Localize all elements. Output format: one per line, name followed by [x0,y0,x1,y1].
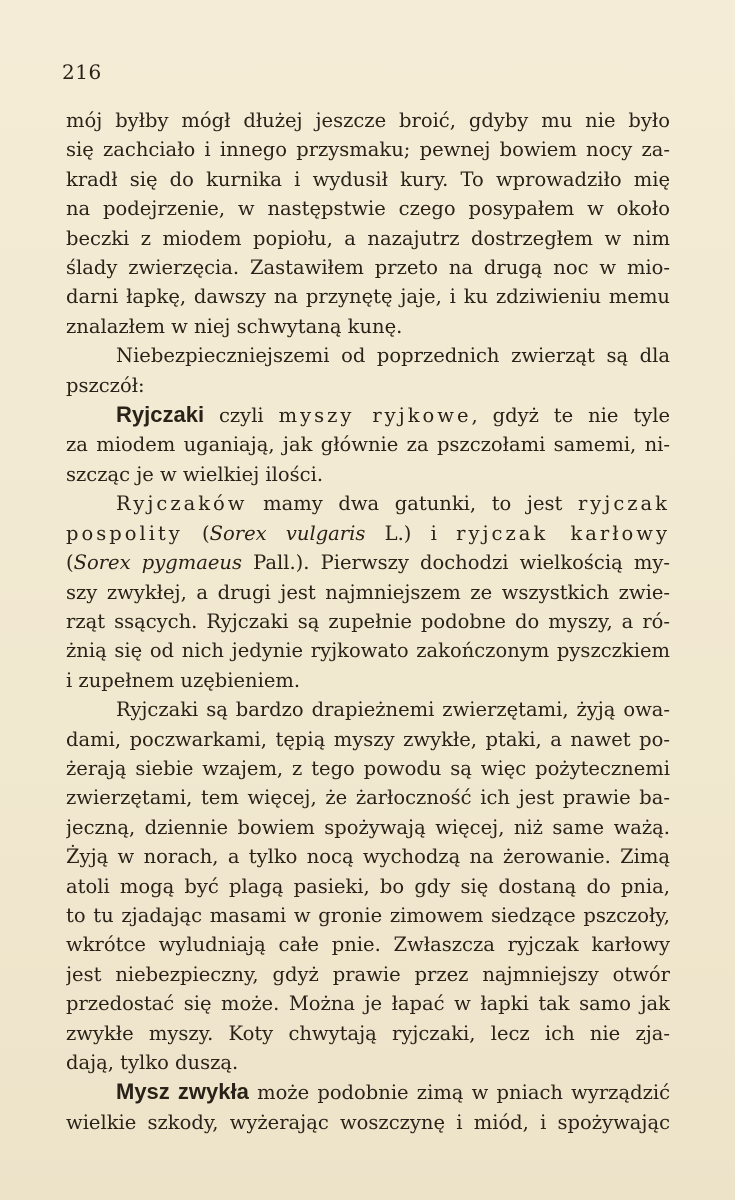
text-segment: żerają siebie wzajem, z tego powodu są więc pożytecznemi [66,756,670,780]
text-line [66,224,670,253]
text-line [66,960,670,989]
text-segment: i zupełnem uzębieniem. [66,668,301,692]
text-segment: mamy dwa gatunki, to jest [247,492,578,516]
text-segment: darni łapkę, dawszy na przynętę jaje, i ku zdziwieniu memu [66,285,670,309]
text-line [66,341,670,370]
text-segment: Ryjczaki są bardzo drapieżnemi zwierzętami, żyją owa- [116,698,670,722]
text-segment: się zachciało i innego przysmaku; pewnej bowiem nocy za- [66,138,670,162]
text-segment: ślady zwierzęcia. Zastawiłem przeto na drugą noc w mio- [66,256,670,280]
text-segment: czyli [204,404,279,428]
text-line [66,813,670,842]
text-segment: Sorex pygmaeus [73,551,242,575]
text-segment: atoli mogą być plagą pasieki, bo gdy się dostaną do pnia, [66,874,670,898]
text-segment: ryjczak karłowy [456,521,670,545]
text-line [66,901,670,930]
text-segment: może podobnie zimą w pniach wyrządzić [248,1081,670,1105]
text-line [66,930,670,959]
text-line [66,754,670,783]
text-segment: znalazłem w niej schwytaną kunę. [66,314,403,338]
text-line [66,460,670,489]
text-segment: zwykłe myszy. Koty chwytają ryjczaki, lecz ich nie zja- [66,1021,670,1045]
text-segment: za miodem uganiają, jak głównie za pszczołami samemi, ni- [66,433,670,457]
text-segment: ryjczak [577,492,670,516]
text-line [66,430,670,459]
text-line [66,253,670,282]
text-segment: Pall.). Pierwszy dochodzi wielkością my- [241,551,670,575]
text-segment: na podejrzenie, w następstwie czego posypałem w około [66,197,670,221]
text-segment: myszy ryjkowe [278,404,472,428]
text-segment: Ryjczaków [116,492,248,516]
text-segment: dają, tylko duszą. [66,1051,239,1074]
text-segment: ( [182,521,210,545]
text-line [66,872,670,901]
text-line [66,666,670,695]
text-segment: Mysz zwykła [116,1079,249,1105]
text-line [66,578,670,607]
text-segment: , gdyż te nie tyle [471,404,670,428]
text-segment: szcząc je w wielkiej ilości. [66,462,324,486]
text-segment: przedostać się może. Można je łapać w łapki tak samo jak [66,992,670,1016]
text-line [66,548,670,577]
text-line [66,989,670,1018]
text-line [66,725,670,754]
text-segment: pospolity [66,521,183,545]
body-text [66,106,670,1137]
text-segment: jest niebezpieczny, gdyż prawie przez najmniejszy otwór [66,962,670,986]
text-line [66,165,670,194]
text-segment: ( [66,551,74,575]
text-segment: zwierzętami, tem więcej, że żarłoczność ich jest prawie ba- [66,786,670,810]
text-segment: Niebezpieczniejszemi od poprzednich zwierząt są dla [116,344,670,368]
text-segment: szy zwykłej, a drugi jest najmniejszem ze wszystkich zwie- [66,580,670,604]
text-segment: rząt ssących. Ryjczaki są zupełnie podobne do myszy, a ró- [66,609,670,633]
text-line [66,607,670,636]
text-segment: Sorex vulgaris [209,521,366,545]
text-line [66,489,670,518]
text-line [66,400,670,430]
text-segment: mój byłby mógł dłużej jeszcze broić, gdyby mu nie było [66,109,670,132]
text-segment: beczki z miodem popiołu, a nazajutrz dostrzegłem w nim [66,226,670,250]
text-segment: żnią się od nich jedynie ryjkowato zakończonym pyszczkiem [66,639,670,663]
text-line [66,312,670,341]
text-segment: wielkie szkody, wyżerając woszczynę i miód, i spożywając [66,1110,670,1134]
text-line [66,636,670,665]
text-line [66,106,670,135]
text-line [66,1077,670,1107]
text-segment: dami, poczwarkami, tępią myszy zwykłe, ptaki, a nawet po- [66,727,670,751]
text-line [66,783,670,812]
text-segment: to tu zjadając masami w gronie zimowem siedzące pszczoły, [66,903,670,927]
text-line [66,194,670,223]
text-segment: Żyją w norach, a tylko nocą wychodzą na żerowanie. Zimą [66,845,670,869]
text-line [66,1108,670,1137]
text-segment: kradł się do kurnika i wydusił kury. To wprowadziło mię [66,167,670,191]
text-line [66,695,670,724]
text-line [66,135,670,164]
text-line [66,519,670,548]
text-segment: Ryjczaki [116,402,205,428]
text-line [66,1048,670,1077]
text-segment: wkrótce wyludniają całe pnie. Zwłaszcza ryjczak karłowy [66,933,670,957]
text-line [66,371,670,400]
text-segment: jeczną, dziennie bowiem spożywają więcej, niż same ważą. [66,815,670,839]
page-number: 216 [62,60,102,84]
text-line [66,282,670,311]
text-line [66,1019,670,1048]
text-segment: pszczół: [66,373,145,397]
text-line [66,842,670,871]
text-segment: L.) i [365,521,457,545]
